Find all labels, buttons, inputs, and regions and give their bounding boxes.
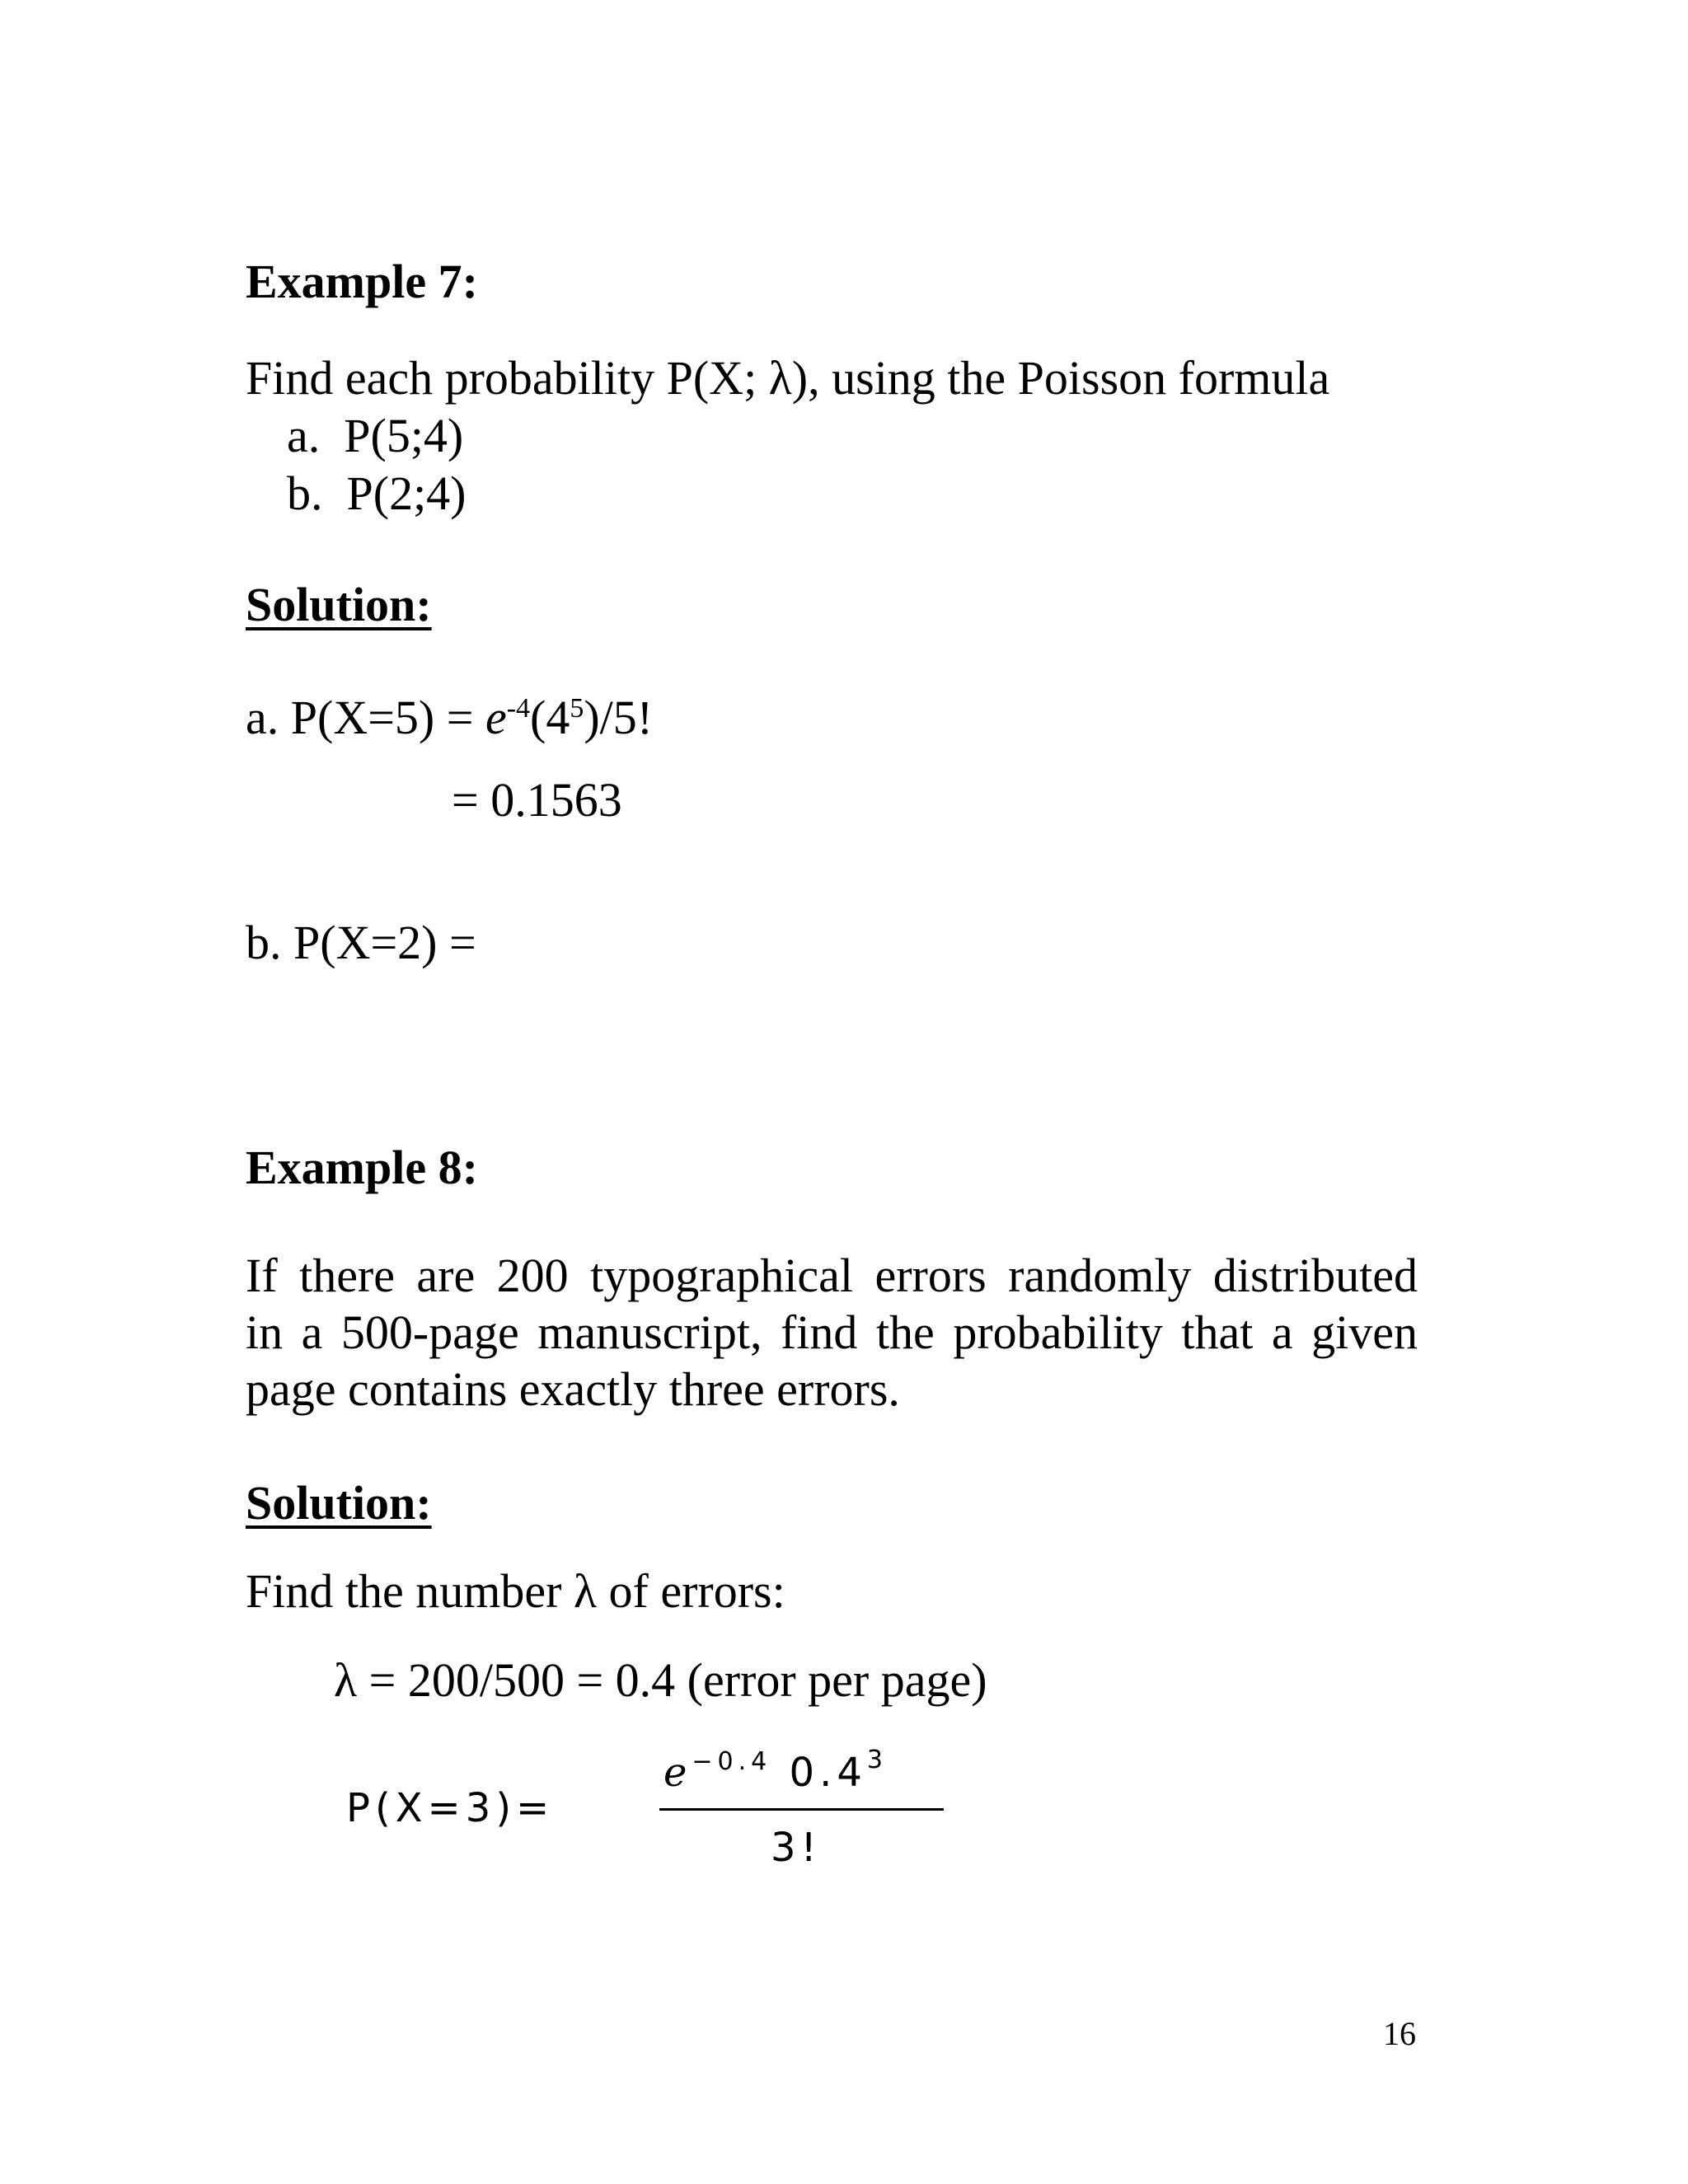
step-find-lambda: Find the number λ of errors: [246, 1564, 785, 1618]
solution-heading-7: Solution: [246, 578, 432, 631]
example-8-heading: Example 8: [246, 1141, 478, 1194]
paragraph-line: in a 500-page manuscript, find the probability that a given [246, 1305, 1418, 1359]
solution-a-mid: (4 [530, 691, 570, 744]
solution-a-tail: )/5! [584, 691, 654, 744]
solution-b-line: b. P(X=2) = [246, 916, 476, 969]
list-item-text: P(5;4) [344, 409, 464, 462]
exponent: -4 [506, 693, 531, 724]
list-item-a [287, 409, 464, 462]
exponent: 3 [866, 1746, 888, 1774]
fraction-bar [659, 1808, 944, 1811]
euler-e: e [485, 691, 507, 744]
solution-a-lead: a. P(X=5) = [246, 691, 485, 744]
paragraph-line: page contains exactly three errors. [246, 1362, 900, 1416]
euler-e: e [663, 1750, 692, 1796]
list-marker: a. [287, 409, 321, 462]
numerator-base: 0.4 [789, 1750, 867, 1796]
example-7-question: Find each probability P(X; λ), using the Poisson formula [246, 351, 1330, 405]
list-item-text: P(2;4) [346, 466, 467, 520]
example-8-paragraph [246, 1247, 1418, 1418]
solution-a-line [246, 691, 654, 744]
list-item-b [287, 466, 467, 520]
example-7-heading: Example 7: [246, 255, 478, 308]
lambda-equation: λ = 200/500 = 0.4 (error per page) [334, 1653, 987, 1707]
list-marker: b. [287, 466, 323, 520]
solution-a-result: = 0.1563 [452, 773, 622, 827]
solution-heading-8: Solution: [246, 1476, 432, 1530]
paragraph-line: If there are 200 typographical errors randomly distributed [246, 1249, 1418, 1302]
formula-denominator: 3! [771, 1825, 822, 1871]
formula-lhs: P(X=3)= [346, 1785, 555, 1831]
exponent: 5 [570, 693, 584, 724]
page-number: 16 [1383, 2015, 1416, 2052]
formula-numerator [663, 1746, 888, 1796]
exponent: −0.4 [692, 1747, 772, 1776]
